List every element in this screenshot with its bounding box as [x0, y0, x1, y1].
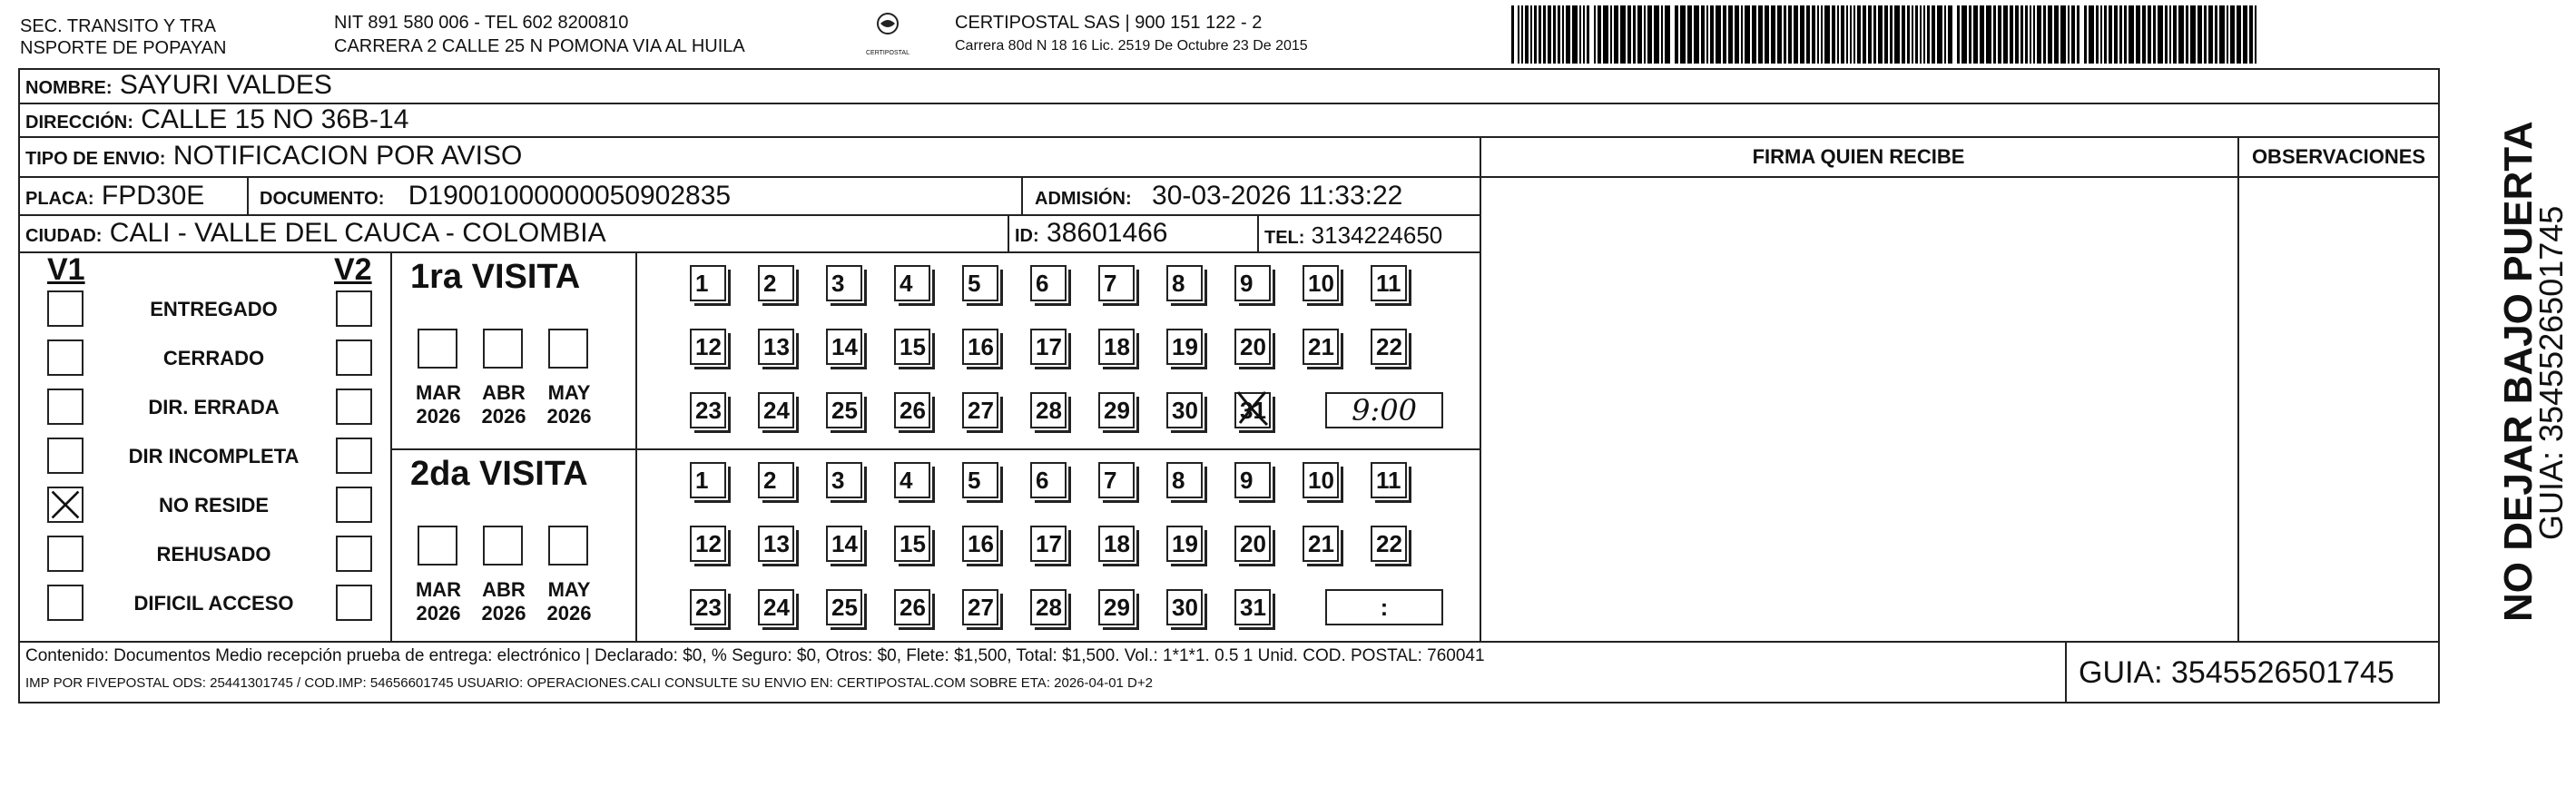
placa-value: FPD30E [101, 181, 205, 211]
day-box[interactable]: 9 [1234, 265, 1271, 301]
day-box[interactable]: 7 [1098, 265, 1135, 301]
v1-checkbox[interactable] [47, 339, 84, 376]
v2-checkbox[interactable] [336, 438, 372, 474]
firma-label: FIRMA QUIEN RECIBE [1752, 145, 1965, 168]
v2-checkbox[interactable] [336, 585, 372, 621]
day-box[interactable]: 5 [962, 462, 998, 498]
day-box[interactable]: 24 [758, 589, 794, 625]
courier-line-1: CERTIPOSTAL SAS | 900 151 122 - 2 [955, 13, 1263, 33]
day-box[interactable]: 4 [894, 462, 930, 498]
tel-value: 3134224650 [1311, 221, 1443, 249]
admision-label: ADMISIÓN: [1035, 189, 1132, 209]
v2-checkbox[interactable] [336, 536, 372, 572]
status-label: DIR INCOMPLETA [128, 445, 300, 467]
month-year: 2026 [416, 405, 461, 428]
guia-box: GUIA: 3545526501745 [2079, 655, 2394, 690]
documento-value: D19001000000050902835 [408, 181, 732, 211]
day-box[interactable]: 16 [962, 329, 998, 365]
day-box[interactable]: 4 [894, 265, 930, 301]
day-box[interactable]: 16 [962, 526, 998, 562]
nombre-label: NOMBRE: [25, 78, 113, 98]
tipo-envio-label: TIPO DE ENVIO: [25, 149, 166, 169]
id-value: 38601466 [1047, 218, 1168, 248]
day-box[interactable]: 7 [1098, 462, 1135, 498]
placa-label: PLACA: [25, 189, 94, 209]
courier-line-2: Carrera 80d N 18 16 Lic. 2519 De Octubre 23 De 2015 [955, 38, 1308, 54]
v2-checkbox[interactable] [336, 389, 372, 425]
signature-area[interactable] [1481, 178, 2237, 639]
day-box[interactable]: 27 [962, 392, 998, 428]
day-box[interactable]: 13 [758, 526, 794, 562]
sender-line-1: SEC. TRANSITO Y TRA [20, 16, 216, 36]
day-box[interactable]: 6 [1030, 265, 1067, 301]
id-label: ID: [1015, 226, 1039, 246]
status-label: NO RESIDE [158, 494, 270, 516]
visit-time[interactable]: : [1325, 589, 1443, 625]
admision-row [1035, 182, 1402, 213]
tipo-envio-value: NOTIFICACION POR AVISO [172, 141, 523, 171]
day-box[interactable]: 17 [1030, 526, 1067, 562]
month-year: 2026 [481, 602, 526, 625]
month-checkbox[interactable] [483, 526, 523, 566]
day-box[interactable]: 15 [894, 526, 930, 562]
nombre-value: SAYURI VALDES [119, 70, 332, 100]
day-box[interactable]: 10 [1303, 265, 1339, 301]
month-name: MAY [547, 578, 591, 601]
day-box[interactable]: 11 [1371, 265, 1407, 301]
imp-text: IMP POR FIVEPOSTAL ODS: 25441301745 / COD.IMP: 54656601745 USUARIO: OPERACIONES.CALI CONSULTE SU ENVIO EN: CERTIPOSTAL.COM SOBRE ETA: 2026-04-01 D+2 [25, 675, 1153, 691]
month-name: ABR [482, 578, 526, 601]
documento-label: DOCUMENTO: [260, 189, 385, 209]
day-box[interactable]: 8 [1166, 265, 1203, 301]
day-box[interactable]: 9 [1234, 462, 1271, 498]
ciudad-value: CALI - VALLE DEL CAUCA - COLOMBIA [109, 218, 606, 248]
month-year: 2026 [416, 602, 461, 625]
status-label: DIR. ERRADA [148, 396, 280, 418]
certipostal-logo-icon [862, 11, 913, 47]
tel-label: TEL: [1264, 228, 1305, 248]
side-guia: GUIA: 3545526501745 [2532, 205, 2570, 540]
day-box[interactable]: 28 [1030, 392, 1067, 428]
v2-checkbox[interactable] [336, 339, 372, 376]
day-box[interactable]: 18 [1098, 329, 1135, 365]
nit-line-2: CARRERA 2 CALLE 25 N POMONA VIA AL HUILA [334, 36, 745, 56]
certipostal-logo [862, 11, 913, 56]
day-box[interactable]: 25 [826, 392, 862, 428]
v1-checkbox[interactable] [47, 389, 84, 425]
v2-checkbox[interactable] [336, 290, 372, 327]
month-checkbox[interactable] [418, 329, 457, 369]
direccion-label: DIRECCIÓN: [25, 113, 133, 133]
side-text [2440, 68, 2576, 622]
status-label: ENTREGADO [150, 298, 278, 320]
logo-text: CERTIPOSTAL [866, 50, 909, 56]
month-name: MAY [547, 381, 591, 404]
month-checkbox[interactable] [483, 329, 523, 369]
nombre-row [25, 71, 332, 103]
day-box[interactable]: 2 [758, 265, 794, 301]
day-box[interactable]: 18 [1098, 526, 1135, 562]
day-box[interactable]: 25 [826, 589, 862, 625]
tel-row [1264, 221, 1442, 252]
month-checkbox[interactable] [548, 526, 588, 566]
contenido-text: Contenido: Documentos Medio recepción prueba de entrega: electrónico | Declarado: $0, % Seguro: $0, Otros: $0, Flete: $1,500, Total: $1,500. Vol.: 1*1*1. 0.5 1 Unid. COD. POSTAL: 760041 [25, 646, 1485, 665]
day-box[interactable]: 31 [1234, 392, 1271, 428]
barcode [1511, 5, 2265, 65]
day-box[interactable]: 6 [1030, 462, 1067, 498]
day-box[interactable]: 31 [1234, 589, 1271, 625]
day-box[interactable]: 1 [690, 462, 726, 498]
day-box[interactable]: 5 [962, 265, 998, 301]
visit-title: 2da VISITA [410, 455, 588, 493]
v1-checkbox[interactable] [47, 536, 84, 572]
day-box[interactable]: 26 [894, 392, 930, 428]
status-label: CERRADO [162, 347, 265, 369]
day-box[interactable]: 20 [1234, 526, 1271, 562]
documento-row [260, 182, 731, 213]
day-box[interactable]: 28 [1030, 589, 1067, 625]
month-checkbox[interactable] [548, 329, 588, 369]
nit-line-1: NIT 891 580 006 - TEL 602 8200810 [334, 13, 629, 33]
ciudad-label: CIUDAD: [25, 226, 103, 246]
day-box[interactable]: 12 [690, 329, 726, 365]
day-box[interactable]: 23 [690, 589, 726, 625]
month-name: ABR [482, 381, 526, 404]
day-box[interactable]: 3 [826, 265, 862, 301]
observaciones-area[interactable] [2239, 178, 2439, 639]
day-box[interactable]: 29 [1098, 392, 1135, 428]
day-box[interactable]: 20 [1234, 329, 1271, 365]
admision-value: 30-03-2026 11:33:22 [1152, 181, 1403, 211]
month-label [407, 578, 470, 625]
month-label [472, 381, 536, 428]
observaciones-label: OBSERVACIONES [2251, 145, 2426, 168]
month-name: MAR [415, 381, 462, 404]
day-box[interactable]: 17 [1030, 329, 1067, 365]
visit-title: 1ra VISITA [410, 258, 581, 296]
day-box[interactable]: 21 [1303, 329, 1339, 365]
direccion-value: CALLE 15 NO 36B-14 [141, 104, 409, 134]
no-dejar-warning: NO DEJAR BAJO PUERTA [2496, 121, 2541, 622]
v1-checkbox[interactable] [47, 290, 84, 327]
day-box[interactable]: 19 [1166, 526, 1203, 562]
day-box[interactable]: 11 [1371, 462, 1407, 498]
day-box[interactable]: 1 [690, 265, 726, 301]
day-box[interactable]: 19 [1166, 329, 1203, 365]
v2-checkbox[interactable] [336, 487, 372, 523]
day-box[interactable]: 24 [758, 392, 794, 428]
day-box[interactable]: 22 [1371, 526, 1407, 562]
visit-time[interactable]: 9:00 [1325, 392, 1443, 428]
day-box[interactable]: 30 [1166, 392, 1203, 428]
placa-row [25, 182, 204, 213]
month-checkbox[interactable] [418, 526, 457, 566]
v1-checkbox[interactable] [47, 487, 84, 523]
v1-label: V1 [47, 252, 85, 287]
sender-line-2: NSPORTE DE POPAYAN [20, 38, 227, 58]
month-year: 2026 [546, 602, 592, 625]
direccion-row [25, 105, 408, 137]
day-box[interactable]: 21 [1303, 526, 1339, 562]
month-label [407, 381, 470, 428]
day-box[interactable]: 22 [1371, 329, 1407, 365]
day-box[interactable]: 12 [690, 526, 726, 562]
day-box[interactable]: 30 [1166, 589, 1203, 625]
day-box[interactable]: 26 [894, 589, 930, 625]
status-label: DIFICIL ACCESO [133, 592, 294, 615]
v2-label: V2 [334, 252, 372, 287]
day-box[interactable]: 14 [826, 526, 862, 562]
day-box[interactable]: 3 [826, 462, 862, 498]
day-box[interactable]: 2 [758, 462, 794, 498]
day-box[interactable]: 29 [1098, 589, 1135, 625]
v1-checkbox[interactable] [47, 438, 84, 474]
month-name: MAR [415, 578, 462, 601]
ciudad-row [25, 219, 606, 251]
month-label [537, 381, 601, 428]
day-box[interactable]: 27 [962, 589, 998, 625]
tipo-envio-row [25, 142, 522, 173]
v1-checkbox[interactable] [47, 585, 84, 621]
day-box[interactable]: 10 [1303, 462, 1339, 498]
month-year: 2026 [481, 405, 526, 428]
day-box[interactable]: 13 [758, 329, 794, 365]
day-box[interactable]: 23 [690, 392, 726, 428]
status-label: REHUSADO [156, 543, 271, 566]
day-mark-icon [1231, 387, 1274, 430]
month-label [537, 578, 601, 625]
day-box[interactable]: 8 [1166, 462, 1203, 498]
day-box[interactable]: 15 [894, 329, 930, 365]
month-year: 2026 [546, 405, 592, 428]
month-label [472, 578, 536, 625]
id-row [1015, 219, 1168, 251]
day-box[interactable]: 14 [826, 329, 862, 365]
